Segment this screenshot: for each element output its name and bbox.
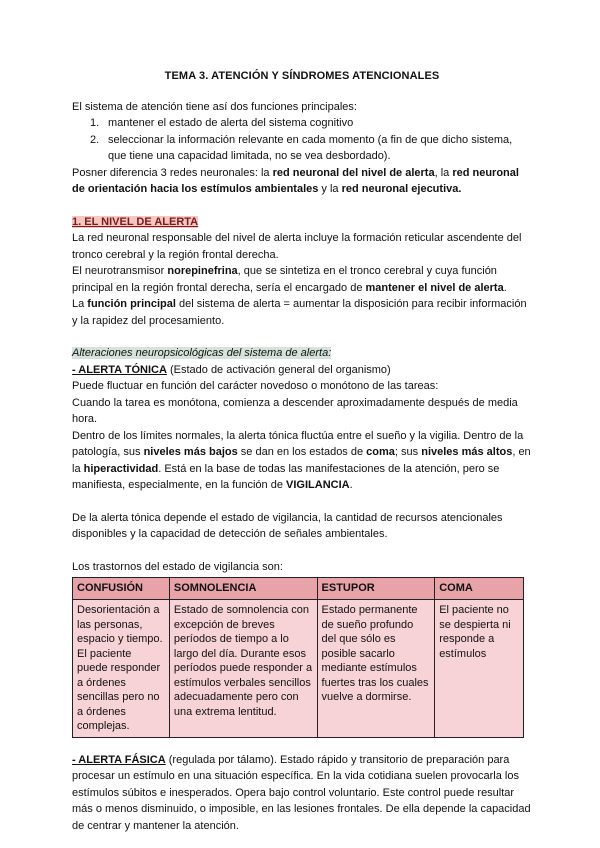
table-cell: Desorientación a las personas, espacio y tiempo. El paciente puede responder a órdenes sencillas pero no a órdenes complejas. xyxy=(73,600,170,738)
spacer xyxy=(72,494,532,510)
vigilance-disorders-table xyxy=(72,577,524,738)
spacer xyxy=(72,329,532,345)
text-span: del sistema de alerta = aumentar la disposición para recibir información y la rapidez del procesamiento. xyxy=(72,298,527,327)
table-header-cell: CONFUSIÓN xyxy=(73,578,170,600)
paragraph: Puede fluctuar en función del carácter novedoso o monótono de las tareas: xyxy=(72,380,439,392)
paragraph: De la alerta tónica depende el estado de vigilancia, la cantidad de recursos atencionales disponibles y la capacidad de detección de señales ambientales. xyxy=(72,511,503,540)
paragraph xyxy=(72,428,532,494)
posner-paragraph xyxy=(72,165,532,198)
table-header-row xyxy=(73,578,524,600)
intro-text: El sistema de atención tiene así dos funciones principales: xyxy=(72,100,357,113)
bold-term: niveles más bajos xyxy=(143,446,238,458)
subsection-heading xyxy=(72,345,532,362)
table-header-cell: ESTUPOR xyxy=(317,578,435,600)
bold-term: red neuronal ejecutiva. xyxy=(341,183,462,195)
table-cell: El paciente no se despierta ni responde a estímulos xyxy=(435,600,524,738)
functions-list xyxy=(72,115,532,165)
table-row xyxy=(73,600,524,738)
text-span: . xyxy=(349,479,353,491)
table-header-cell: SOMNOLENCIA xyxy=(169,578,317,600)
text-span: , que se sintetiza en el tronco cerebral y cuya función principal en la región frontal derecha, sería el encargado de xyxy=(72,265,497,294)
alerta-tonica-title: - ALERTA TÓNICA xyxy=(72,363,167,376)
bold-term: red neuronal de orientación hacia los estímulos ambientales xyxy=(72,166,519,195)
subsection-heading-text: Alteraciones neuropsicológicas del sistema de alerta: xyxy=(72,347,332,359)
text-span: , la xyxy=(434,166,453,179)
section-paragraph xyxy=(72,296,532,329)
spacer xyxy=(72,543,532,559)
bold-term: hiperactividad xyxy=(83,462,159,475)
document-title: TEMA 3. ATENCIÓN Y SÍNDROMES ATENCIONALES xyxy=(164,70,440,82)
text-span: (Estado de activación general del organismo) xyxy=(166,363,391,376)
alerta-fasica-title: - ALERTA FÁSICA xyxy=(72,753,166,766)
text-span: El neurotransmisor xyxy=(72,265,168,277)
text-span: Dentro de los límites normales, la alerta tónica fluctúa entre el sueño y la vigilia. Dentro de la patología, sus xyxy=(72,429,524,458)
alerta-tonica-line xyxy=(72,362,532,379)
section-heading-text: 1. EL NIVEL DE ALERTA xyxy=(72,215,199,228)
bold-term: norepinefrina xyxy=(167,265,238,277)
section-heading xyxy=(72,214,532,231)
table-cell: Estado de somnolencia con excepción de breves períodos de tiempo a lo largo del día. Durante esos períodos puede responder a estímulos verbales sencillos adecuadamente pero con una extrema lentitud. xyxy=(169,600,317,738)
document-page xyxy=(72,68,532,834)
text-span: La xyxy=(72,298,88,310)
text-span: , en la xyxy=(72,446,531,475)
spacer xyxy=(72,738,532,752)
text-span: . Está en la base de todas las manifestaciones de la atención, pero se manifiesta, especialmente, en la función de xyxy=(72,462,500,491)
text-span: se dan en los estados de xyxy=(237,446,367,458)
bold-term: VIGILANCIA xyxy=(286,479,350,491)
bold-term: niveles más altos xyxy=(421,446,513,458)
list-text: seleccionar la información relevante en cada momento (a fin de que dicho sistema, que tiene una capacidad limitada, no se vea desbordado). xyxy=(108,133,513,162)
alerta-fasica-paragraph xyxy=(72,752,532,835)
spacer xyxy=(72,198,532,214)
list-text: mantener el estado de alerta del sistema cognitivo xyxy=(108,117,354,129)
table-caption: Los trastornos del estado de vigilancia son: xyxy=(72,560,283,573)
section-paragraph: La red neuronal responsable del nivel de alerta incluye la formación reticular ascendente del tronco cerebral y la región frontal derecha. xyxy=(72,232,522,261)
section-paragraph xyxy=(72,263,532,296)
text-span: (regulada por tálamo). Estado rápido y transitorio de preparación para procesar un estímulo en una situación específica. En la vida cotidiana suelen provocarla los estímulos súbitos e inesperados. Opera bajo control voluntario. Este control puede resultar más o menos disminuido, o imposible, en las lesiones frontales. De ella depende la capacidad de centrar y mantener la atención. xyxy=(72,753,531,832)
text-span: y la xyxy=(318,183,342,195)
bold-term: mantener el nivel de alerta xyxy=(365,281,504,294)
table-header-cell: COMA xyxy=(435,578,524,600)
list-item xyxy=(72,132,532,165)
list-number: 1. xyxy=(90,117,100,129)
text-span: Posner diferencia 3 redes neuronales: la xyxy=(72,166,273,179)
paragraph: Cuando la tarea es monótona, comienza a descender aproximadamente después de media hora. xyxy=(72,396,518,425)
table-cell: Estado permanente de sueño profundo del que sólo es posible sacarlo mediante estímulos fuertes tras los cuales vuelve a dormirse. xyxy=(317,600,435,738)
list-number: 2. xyxy=(90,133,100,146)
bold-term: red neuronal del nivel de alerta xyxy=(272,166,435,179)
text-span: ; sus xyxy=(394,446,422,458)
bold-term: coma xyxy=(366,446,395,458)
bold-term: función principal xyxy=(87,298,176,310)
list-item xyxy=(72,115,532,132)
text-span: . xyxy=(503,281,507,294)
